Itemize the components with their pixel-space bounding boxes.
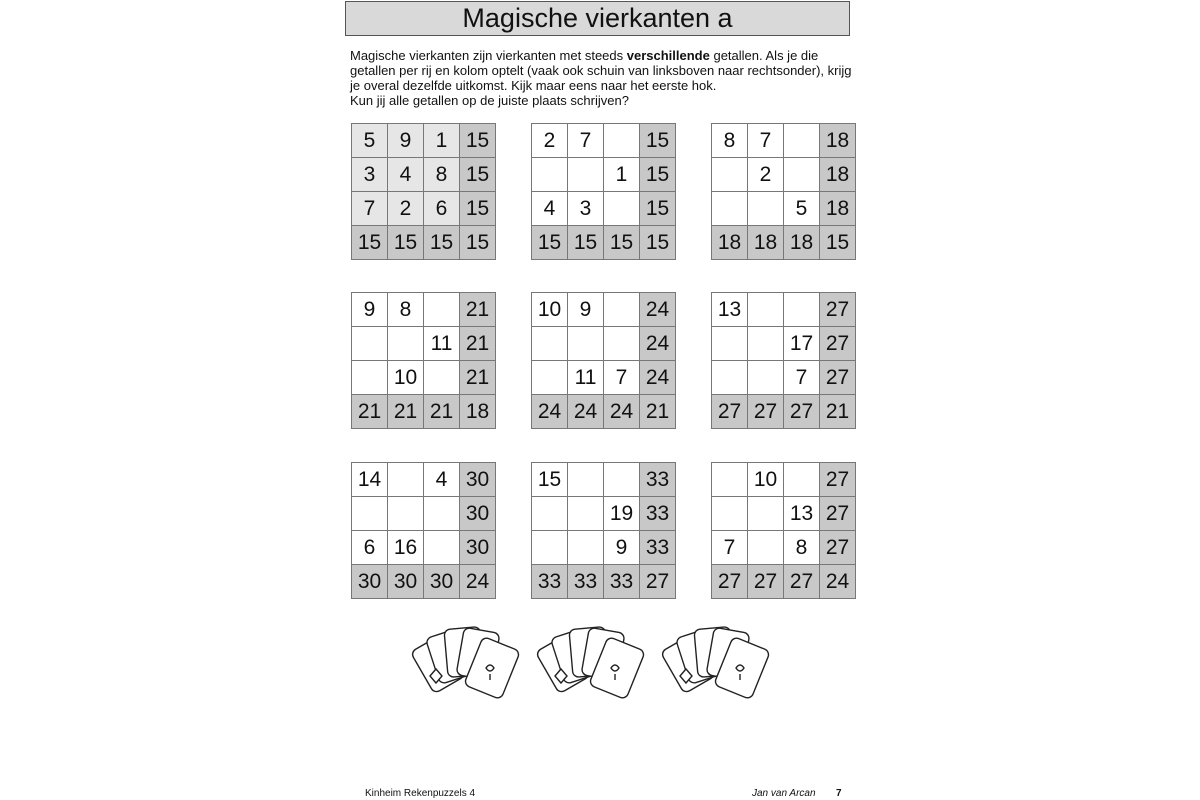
sum-cell: 21	[460, 327, 496, 361]
empty-cell[interactable]	[568, 463, 604, 497]
sum-cell: 21	[460, 361, 496, 395]
sum-cell: 15	[460, 192, 496, 226]
empty-cell[interactable]	[748, 497, 784, 531]
empty-cell[interactable]	[532, 158, 568, 192]
sum-cell: 27	[712, 565, 748, 599]
given-cell: 9	[604, 531, 640, 565]
magic-square-1	[351, 123, 496, 260]
intro-part2: getallen. Als je die getallen per rij en kolom optelt (vaak ook schuin van linksboven naar rechtsonder), krijg je overal dezelfde uitkomst. Kijk maar eens naar het eerste hok.	[350, 48, 852, 93]
footer-author: Jan van Arcan	[752, 788, 816, 799]
sum-cell: 27	[748, 395, 784, 429]
sum-cell: 24	[532, 395, 568, 429]
sum-cell: 15	[460, 158, 496, 192]
sum-cell: 15	[640, 226, 676, 260]
given-cell: 16	[388, 531, 424, 565]
sum-cell: 27	[712, 395, 748, 429]
sum-cell: 30	[352, 565, 388, 599]
intro-text	[350, 48, 860, 108]
sum-cell: 27	[640, 565, 676, 599]
given-cell: 9	[568, 293, 604, 327]
sum-cell: 15	[460, 124, 496, 158]
given-cell: 2	[532, 124, 568, 158]
sum-cell: 18	[460, 395, 496, 429]
sum-cell: 15	[640, 158, 676, 192]
empty-cell[interactable]	[568, 158, 604, 192]
empty-cell[interactable]	[532, 361, 568, 395]
sum-cell: 18	[820, 192, 856, 226]
sum-cell: 27	[820, 361, 856, 395]
sum-cell: 21	[820, 395, 856, 429]
sum-cell: 21	[352, 395, 388, 429]
empty-cell[interactable]	[712, 158, 748, 192]
empty-cell[interactable]	[748, 293, 784, 327]
sum-cell: 30	[424, 565, 460, 599]
intro-question: Kun jij alle getallen op de juiste plaats schrijven?	[350, 93, 629, 108]
empty-cell[interactable]	[424, 497, 460, 531]
empty-cell[interactable]	[748, 327, 784, 361]
card-fan-2	[535, 627, 645, 700]
empty-cell[interactable]	[784, 293, 820, 327]
page-number: 7	[836, 788, 842, 799]
empty-cell[interactable]	[784, 463, 820, 497]
empty-cell[interactable]	[784, 158, 820, 192]
given-cell: 10	[748, 463, 784, 497]
sum-cell: 27	[820, 463, 856, 497]
given-cell: 17	[784, 327, 820, 361]
playing-cards-illustration	[410, 618, 790, 718]
given-cell: 10	[388, 361, 424, 395]
empty-cell[interactable]	[424, 361, 460, 395]
magic-square-3	[711, 123, 856, 260]
sum-cell: 18	[712, 226, 748, 260]
sum-cell: 15	[604, 226, 640, 260]
given-cell: 2	[748, 158, 784, 192]
given-cell: 7	[748, 124, 784, 158]
empty-cell[interactable]	[568, 531, 604, 565]
given-cell: 14	[352, 463, 388, 497]
sum-cell: 21	[460, 293, 496, 327]
sum-cell: 30	[460, 463, 496, 497]
given-cell: 11	[568, 361, 604, 395]
given-cell: 5	[784, 192, 820, 226]
sum-cell: 24	[640, 327, 676, 361]
empty-cell[interactable]	[712, 361, 748, 395]
given-cell: 6	[424, 192, 460, 226]
given-cell: 7	[784, 361, 820, 395]
sum-cell: 33	[640, 497, 676, 531]
sum-cell: 24	[640, 293, 676, 327]
empty-cell[interactable]	[424, 531, 460, 565]
sum-cell: 18	[748, 226, 784, 260]
given-cell: 6	[352, 531, 388, 565]
sum-cell: 33	[532, 565, 568, 599]
given-cell: 1	[424, 124, 460, 158]
empty-cell[interactable]	[604, 463, 640, 497]
sum-cell: 18	[784, 226, 820, 260]
empty-cell[interactable]	[748, 361, 784, 395]
empty-cell[interactable]	[388, 327, 424, 361]
given-cell: 19	[604, 497, 640, 531]
empty-cell[interactable]	[604, 192, 640, 226]
magic-square-7	[351, 462, 496, 599]
empty-cell[interactable]	[424, 293, 460, 327]
sum-cell: 27	[820, 327, 856, 361]
empty-cell[interactable]	[352, 361, 388, 395]
given-cell: 2	[388, 192, 424, 226]
footer-book-title: Kinheim Rekenpuzzels 4	[365, 788, 476, 799]
given-cell: 7	[712, 531, 748, 565]
sum-cell: 30	[460, 531, 496, 565]
empty-cell[interactable]	[604, 124, 640, 158]
intro-part1: Magische vierkanten zijn vierkanten met steeds	[350, 48, 627, 63]
sum-cell: 33	[604, 565, 640, 599]
empty-cell[interactable]	[712, 497, 748, 531]
sum-cell: 24	[568, 395, 604, 429]
given-cell: 7	[604, 361, 640, 395]
sum-cell: 15	[352, 226, 388, 260]
given-cell: 9	[352, 293, 388, 327]
intro-bold-word: verschillende	[626, 48, 710, 63]
given-cell: 5	[352, 124, 388, 158]
sum-cell: 30	[388, 565, 424, 599]
empty-cell[interactable]	[568, 497, 604, 531]
empty-cell[interactable]	[748, 192, 784, 226]
sum-cell: 15	[640, 192, 676, 226]
given-cell: 4	[424, 463, 460, 497]
magic-square-6	[711, 292, 856, 429]
sum-cell: 15	[640, 124, 676, 158]
given-cell: 7	[568, 124, 604, 158]
card-fan-1	[410, 627, 520, 700]
empty-cell[interactable]	[604, 327, 640, 361]
magic-square-5	[531, 292, 676, 429]
empty-cell[interactable]	[712, 463, 748, 497]
empty-cell[interactable]	[568, 327, 604, 361]
sum-cell: 33	[568, 565, 604, 599]
given-cell: 4	[388, 158, 424, 192]
sum-cell: 24	[460, 565, 496, 599]
sum-cell: 15	[568, 226, 604, 260]
empty-cell[interactable]	[352, 327, 388, 361]
empty-cell[interactable]	[748, 531, 784, 565]
sum-cell: 15	[424, 226, 460, 260]
sum-cell: 15	[820, 226, 856, 260]
sum-cell: 27	[820, 497, 856, 531]
given-cell: 11	[424, 327, 460, 361]
given-cell: 9	[388, 124, 424, 158]
sum-cell: 33	[640, 531, 676, 565]
empty-cell[interactable]	[604, 293, 640, 327]
sum-cell: 21	[424, 395, 460, 429]
given-cell: 13	[784, 497, 820, 531]
sum-cell: 15	[460, 226, 496, 260]
sum-cell: 24	[640, 361, 676, 395]
given-cell: 7	[352, 192, 388, 226]
sum-cell: 27	[748, 565, 784, 599]
given-cell: 1	[604, 158, 640, 192]
given-cell: 4	[532, 192, 568, 226]
sum-cell: 27	[784, 395, 820, 429]
sum-cell: 27	[784, 565, 820, 599]
empty-cell[interactable]	[388, 463, 424, 497]
sum-cell: 27	[820, 531, 856, 565]
given-cell: 13	[712, 293, 748, 327]
sum-cell: 24	[820, 565, 856, 599]
sum-cell: 18	[820, 124, 856, 158]
given-cell: 8	[424, 158, 460, 192]
given-cell: 8	[388, 293, 424, 327]
empty-cell[interactable]	[532, 497, 568, 531]
empty-cell[interactable]	[352, 497, 388, 531]
magic-square-8	[531, 462, 676, 599]
sum-cell: 21	[640, 395, 676, 429]
sum-cell: 15	[388, 226, 424, 260]
page-title: Magische vierkanten a	[345, 1, 850, 36]
sum-cell: 21	[388, 395, 424, 429]
given-cell: 8	[712, 124, 748, 158]
magic-square-2	[531, 123, 676, 260]
sum-cell: 33	[640, 463, 676, 497]
empty-cell[interactable]	[532, 327, 568, 361]
empty-cell[interactable]	[712, 327, 748, 361]
empty-cell[interactable]	[712, 192, 748, 226]
empty-cell[interactable]	[388, 497, 424, 531]
sum-cell: 24	[604, 395, 640, 429]
sum-cell: 27	[820, 293, 856, 327]
given-cell: 3	[568, 192, 604, 226]
given-cell: 15	[532, 463, 568, 497]
sum-cell: 30	[460, 497, 496, 531]
sum-cell: 15	[532, 226, 568, 260]
empty-cell[interactable]	[784, 124, 820, 158]
empty-cell[interactable]	[532, 531, 568, 565]
sum-cell: 18	[820, 158, 856, 192]
given-cell: 3	[352, 158, 388, 192]
card-fan-3	[660, 627, 770, 700]
magic-square-9	[711, 462, 856, 599]
magic-square-4	[351, 292, 496, 429]
given-cell: 10	[532, 293, 568, 327]
given-cell: 8	[784, 531, 820, 565]
